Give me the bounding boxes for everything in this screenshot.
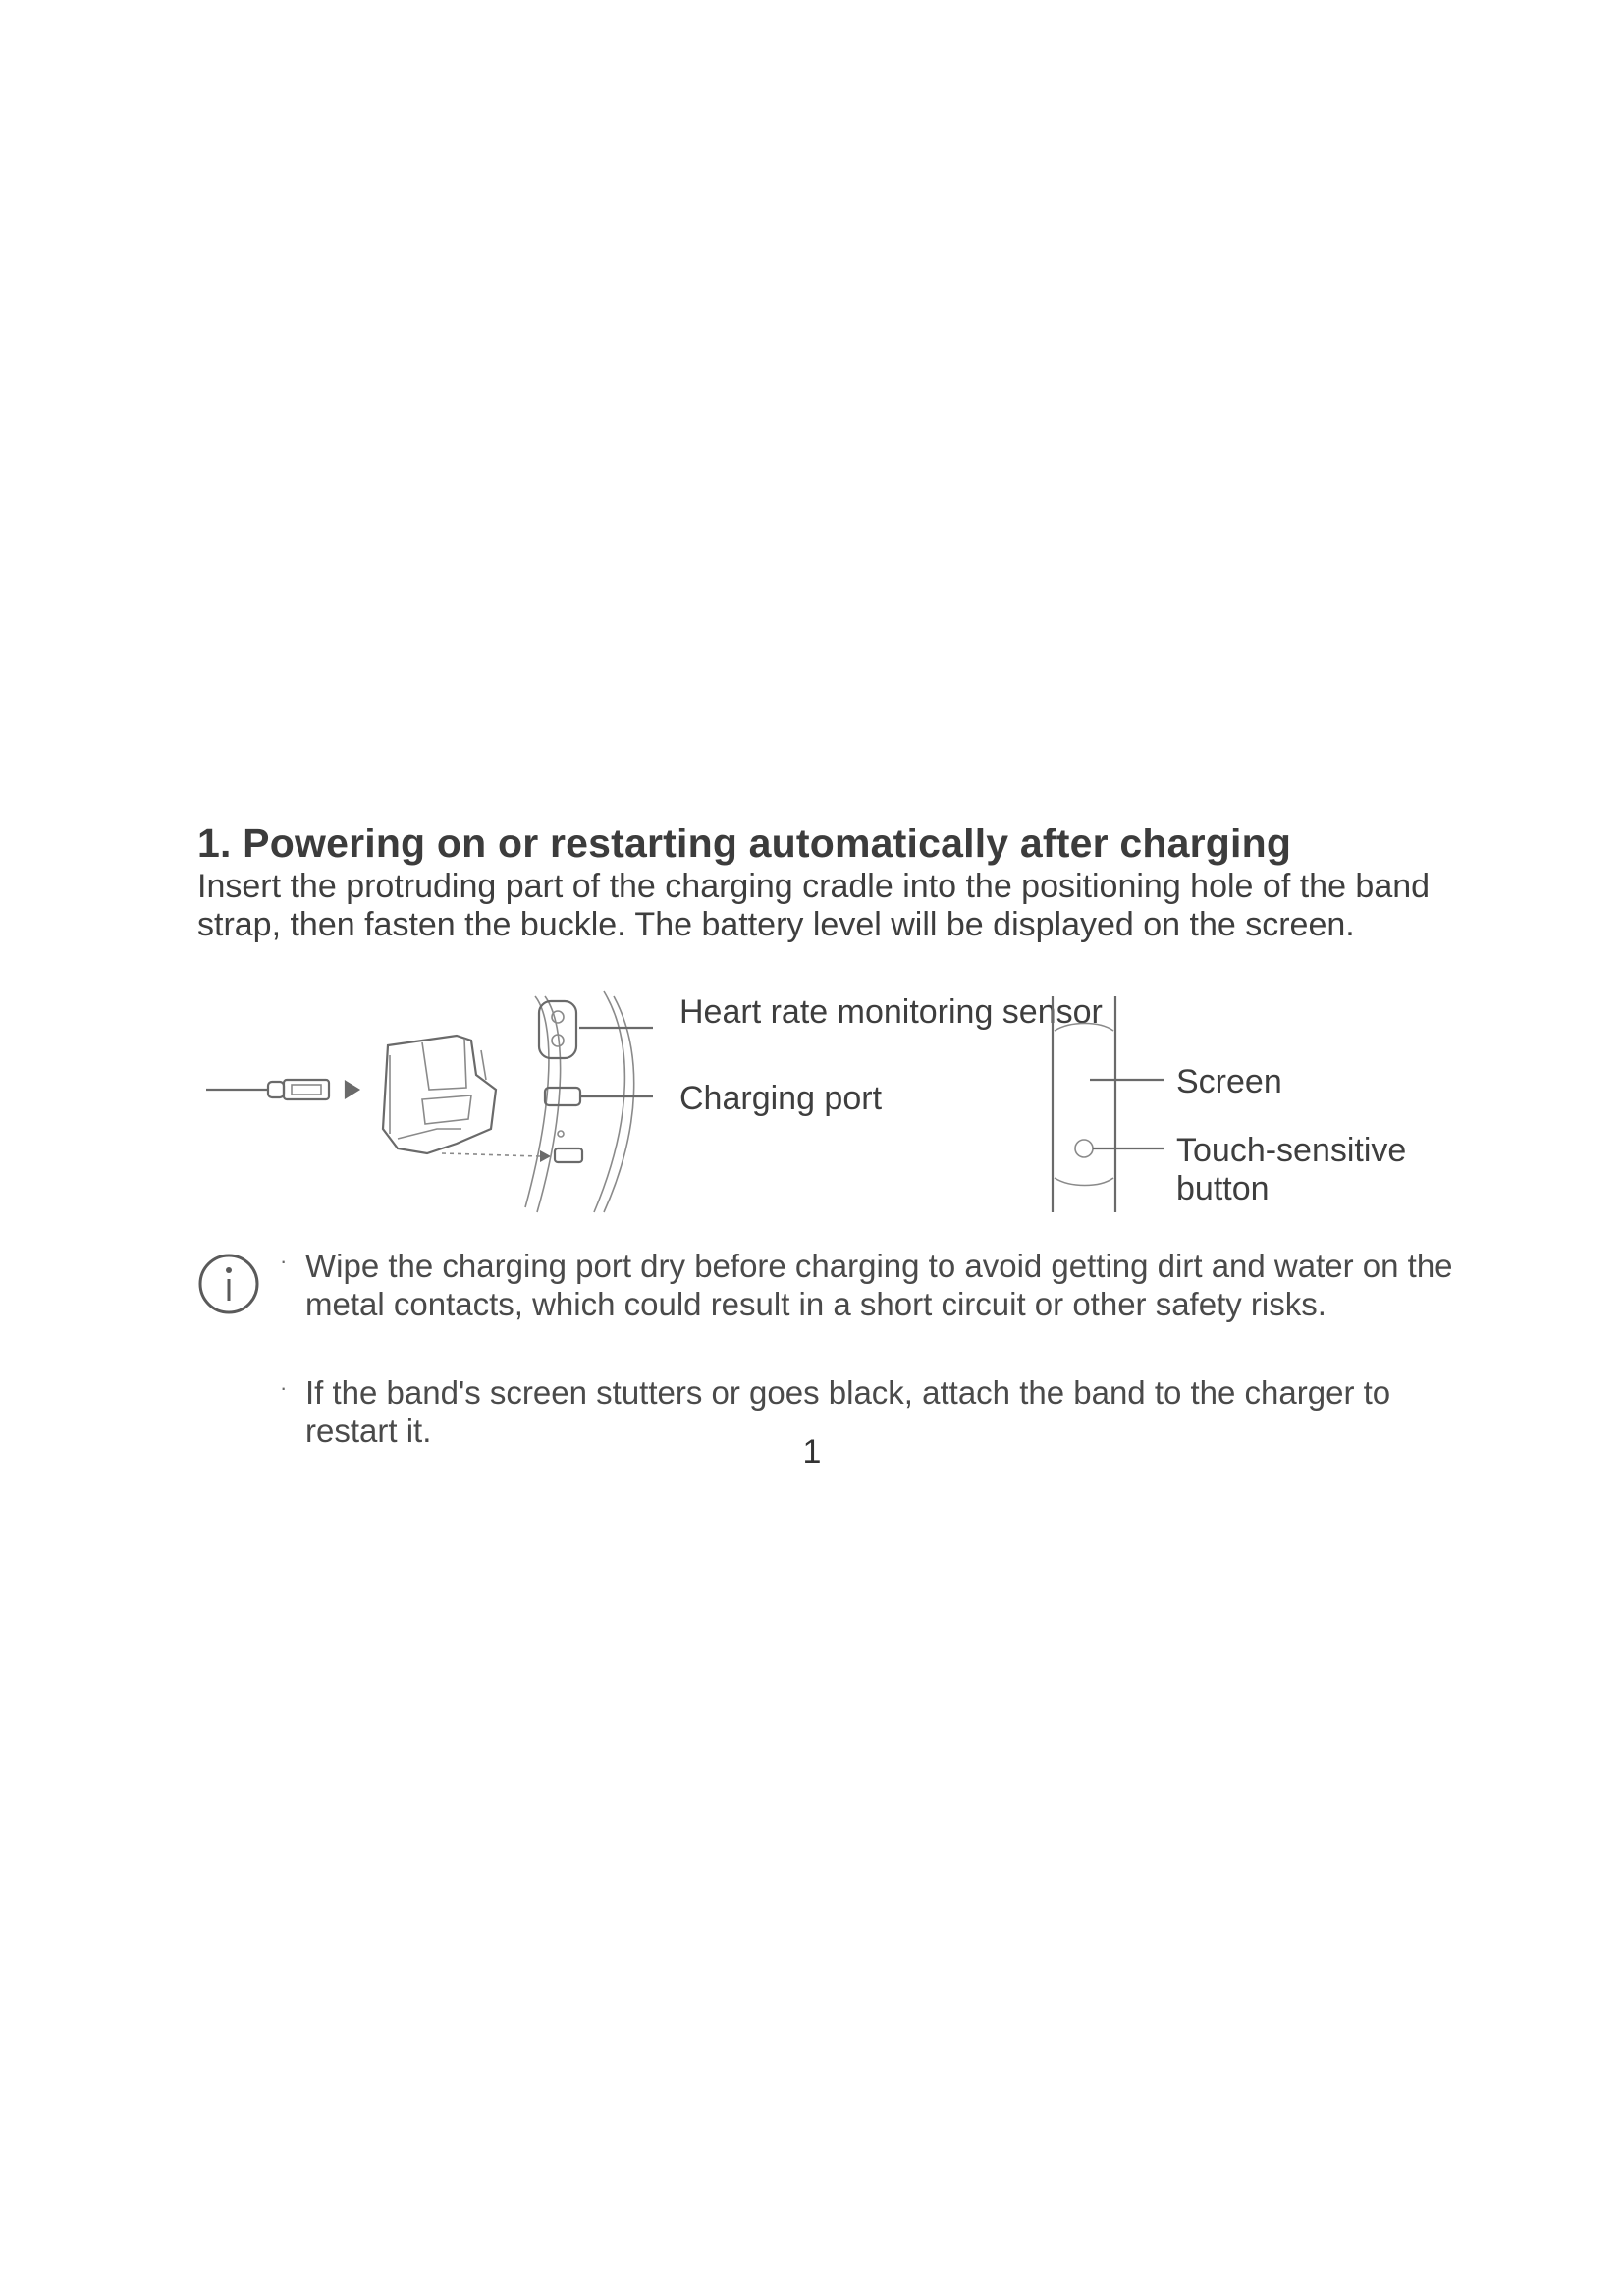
section-title: 1. Powering on or restarting automatically after charging: [197, 821, 1292, 866]
band-edge-right: [594, 991, 624, 1212]
cradle-body: [383, 1036, 496, 1153]
note-item: Wipe the charging port dry before charging to avoid getting dirt and water on the metal contacts, which could result in a short circuit or other safety risks.: [305, 1248, 1453, 1322]
band-positioning-hole: [555, 1148, 582, 1162]
info-icon: [196, 1252, 261, 1316]
touch-button-label: Touch-sensitive button: [1176, 1132, 1407, 1207]
cable-connector: [284, 1080, 329, 1099]
note-item: If the band's screen stutters or goes black, attach the band to the charger to restart it.: [305, 1374, 1391, 1449]
charging-port-label: Charging port: [679, 1080, 883, 1117]
band-front-illustration: [1041, 991, 1178, 1217]
charging-port: [545, 1088, 580, 1105]
insert-arrow-icon: [346, 1082, 358, 1097]
cable-plug: [268, 1082, 284, 1097]
page-number: 1: [802, 1433, 822, 1470]
connector-pins: [292, 1085, 321, 1095]
section-paragraph: Insert the protruding part of the charging cradle into the positioning hole of the band strap, then fasten the buckle. The battery level will be displayed on the screen.: [197, 868, 1431, 943]
note-bullet: ·: [280, 1249, 288, 1273]
screen-label: Screen: [1176, 1063, 1282, 1100]
insertion-path: [442, 1153, 540, 1156]
charging-cradle-illustration: [201, 982, 653, 1227]
heart-rate-sensor-label: Heart rate monitoring sensor: [679, 993, 1103, 1031]
touch-button-icon: [1075, 1140, 1093, 1157]
note-bullet: ·: [280, 1375, 288, 1400]
